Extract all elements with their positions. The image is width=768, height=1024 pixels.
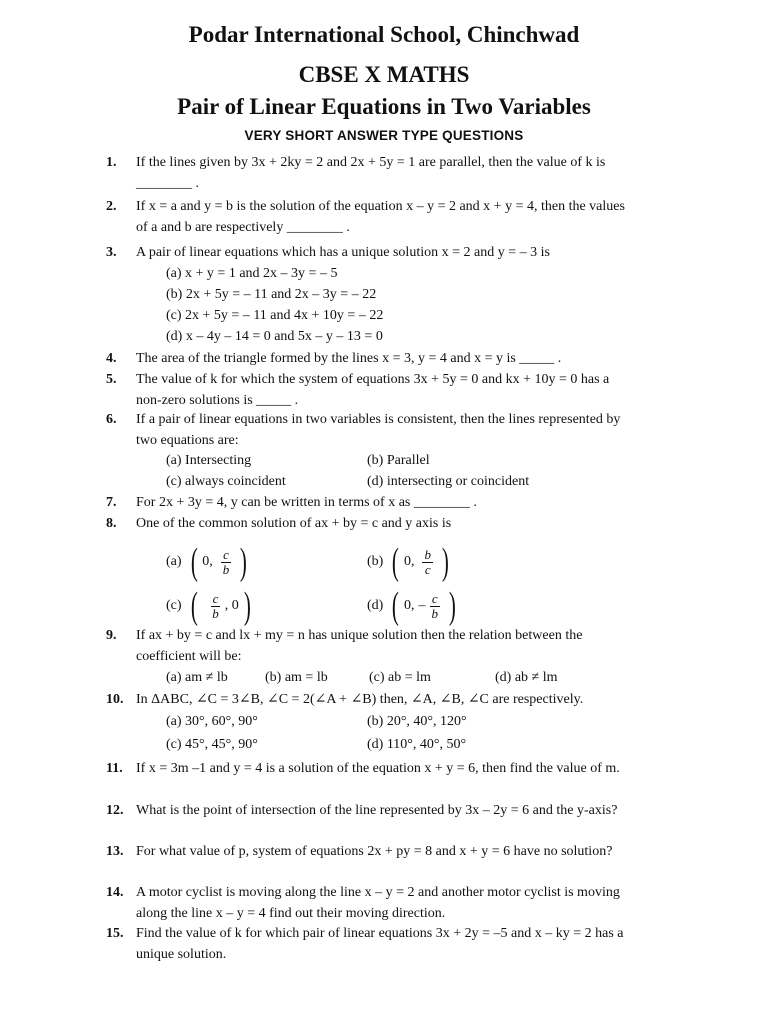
option-suffix: , 0 [224,598,239,613]
question-text: A pair of linear equations which has a unique solution x = 2 and y = – 3 is [136,245,550,260]
question-number: 13. [106,844,124,859]
question-text: If x = 3m –1 and y = 4 is a solution of the equation x + y = 6, then find the value of m. [136,761,620,776]
question-number: 14. [106,885,124,900]
option-prefix: 0, [403,554,415,569]
option-9d: (d) ab ≠ lm [495,670,558,685]
question-number: 11. [106,761,123,776]
fraction [422,548,433,577]
question-text: A motor cyclist is moving along the line x – y = 2 and another motor cyclist is moving along the line x – y = 4 find out their moving direction. [136,885,620,921]
question-13 [106,842,636,863]
question-text: If the lines given by 3x + 2ky = 2 and 2x + 5y = 1 are parallel, then the value of k is ________ . [136,155,606,191]
question-7 [106,493,636,514]
question-9 [106,626,636,667]
option-9c: (c) ab = lm [369,670,431,685]
question-15 [106,924,636,965]
question-number: 1. [106,155,117,170]
question-5 [106,370,636,411]
option-8a: (a) ( 0, $\frac{c}{b}$ ) [166,541,248,583]
option-3a: (a) x + y = 1 and 2x – 3y = – 5 [166,266,338,281]
question-number: 10. [106,692,124,707]
question-number: 5. [106,372,117,387]
question-text: Find the value of k for which pair of linear equations 3x + 2y = –5 and x – ky = 2 has a unique solution. [136,926,624,962]
question-number: 12. [106,803,124,818]
fraction-denominator: b [431,605,438,621]
option-10a: (a) 30°, 60°, 90° [166,714,258,729]
option-10c: (c) 45°, 45°, 90° [166,737,258,752]
fraction-denominator: b [222,561,230,577]
question-3 [106,243,636,264]
school-name: Podar International School, Chinchwad [188,22,580,47]
fraction [429,592,440,621]
option-6c: (c) always coincident [166,474,286,489]
fraction-numerator: b [424,546,431,562]
question-6 [106,410,636,451]
option-6d: (d) intersecting or coincident [367,474,530,489]
fraction-denominator: c [424,561,431,577]
question-text: What is the point of intersection of the line represented by 3x – 2y = 6 and the y-axis? [136,803,618,818]
question-4 [106,349,636,370]
option-9a: (a) am ≠ lb [166,670,228,685]
question-10 [106,690,646,711]
option-3c: (c) 2x + 5y = – 11 and 4x + 10y = – 22 [166,308,384,323]
question-text: For what value of p, system of equations 2x + py = 8 and x + y = 6 have no solution? [136,844,613,859]
fraction [210,592,221,621]
question-number: 6. [106,412,117,427]
question-number: 15. [106,926,124,941]
option-10d: (d) 110°, 40°, 50° [367,737,467,752]
option-3b: (b) 2x + 5y = – 11 and 2x – 3y = – 22 [166,287,377,302]
question-14 [106,883,636,924]
option-8b: (b) ( 0, $\frac{b}{c}$ ) [367,541,449,583]
fraction-numerator: c [212,590,219,606]
fraction [221,548,232,577]
question-2 [106,197,636,238]
option-label: (d) [367,598,384,613]
question-number: 2. [106,199,117,214]
fraction-denominator: b [212,605,219,621]
chapter-title: Pair of Linear Equations in Two Variables [177,94,591,119]
question-12 [106,801,636,822]
question-1 [106,153,636,194]
option-label: (a) [166,554,182,569]
question-number: 9. [106,628,117,643]
option-sign: – [418,598,426,613]
question-8 [106,514,636,535]
question-text: The value of k for which the system of equations 3x + 5y = 0 and kx + 10y = 0 has a non-zero solutions is _____ . [136,372,610,408]
question-text: One of the common solution of ax + by = c and y axis is [136,516,452,531]
section-heading: VERY SHORT ANSWER TYPE QUESTIONS [244,128,524,143]
question-text: If x = a and y = b is the solution of the equation x – y = 2 and x + y = 4, then the values of a and b are respectively ________ . [136,199,625,235]
question-text: If a pair of linear equations in two variables is consistent, then the lines represented by two equations are: [136,412,621,448]
question-text: In ΔABC, ∠C = 3∠B, ∠C = 2(∠A + ∠B) then, ∠A, ∠B, ∠C are respectively. [136,692,584,707]
option-label: (c) [166,598,182,613]
fraction-numerator: c [223,546,229,562]
option-6b: (b) Parallel [367,453,430,468]
subject-title: CBSE X MATHS [298,62,470,87]
question-number: 8. [106,516,117,531]
option-label: (b) [367,554,384,569]
option-prefix: 0, [202,554,213,569]
option-3d: (d) x – 4y – 14 = 0 and 5x – y – 13 = 0 [166,329,383,344]
option-8d: (d) ( 0, – $\frac{c}{b}$ ) [367,585,456,627]
question-text: The area of the triangle formed by the lines x = 3, y = 4 and x = y is _____ . [136,351,562,366]
question-number: 4. [106,351,117,366]
question-number: 3. [106,245,117,260]
question-text: If ax + by = c and lx + my = n has unique solution then the relation between the coefficient will be: [136,628,583,664]
option-prefix: 0, [403,598,415,613]
option-6a: (a) Intersecting [166,453,252,468]
question-11 [106,759,636,780]
option-10b: (b) 20°, 40°, 120° [367,714,467,729]
question-text: For 2x + 3y = 4, y can be written in terms of x as ________ . [136,495,477,510]
fraction-numerator: c [431,590,438,606]
option-8c: (c) ( $\frac{c}{b}$ , 0 ) [166,585,251,627]
option-9b: (b) am = lb [265,670,328,685]
question-number: 7. [106,495,117,510]
